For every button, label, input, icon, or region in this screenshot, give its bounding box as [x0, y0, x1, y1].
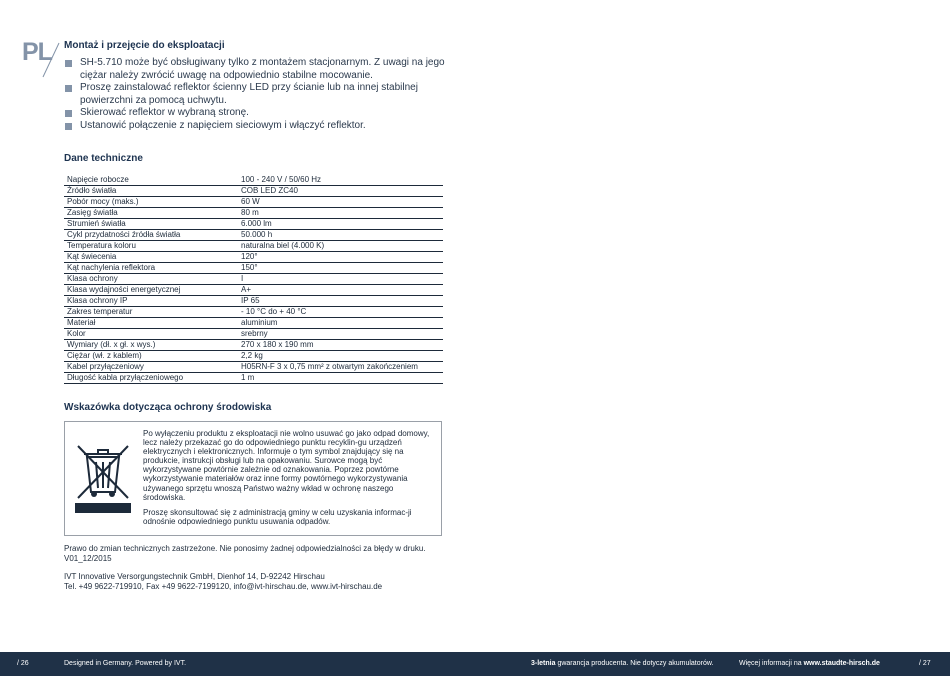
page-number-left: / 26 — [17, 660, 29, 667]
spec-label: Klasa ochrony — [64, 274, 238, 285]
spec-value: COB LED ZC40 — [238, 186, 443, 197]
spec-value: A+ — [238, 285, 443, 296]
table-row — [64, 307, 443, 318]
spec-label: Temperatura koloru — [64, 241, 238, 252]
spec-label: Wymiary (dł. x gł. x wys.) — [64, 340, 238, 351]
language-code: PL — [22, 38, 52, 66]
footer-website-link[interactable]: www.staudte-hirsch.de — [803, 660, 880, 667]
disclaimer: Prawo do zmian technicznych zastrzeżone. Nie ponosimy żadnej odpowiedzialności za błędy w druku. V01_12/2015 — [64, 544, 426, 563]
spec-value: 80 m — [238, 208, 443, 219]
table-row — [64, 351, 443, 362]
footnotes — [64, 544, 444, 600]
spec-label: Długość kabla przyłączeniowego — [64, 373, 238, 384]
table-row — [64, 296, 443, 307]
spec-value: I — [238, 274, 443, 285]
company-contact: Tel. +49 9622-719910, Fax +49 9622-7199120, info@ivt-hirschau.de, www.ivt-hirschau.de — [64, 582, 383, 591]
table-row — [64, 197, 443, 208]
spec-label: Ciężar (wł. z kablem) — [64, 351, 238, 362]
spec-label: Napięcie robocze — [64, 175, 238, 186]
spec-value: 100 - 240 V / 50/60 Hz — [238, 175, 443, 186]
table-row — [64, 263, 443, 274]
spec-label: Klasa wydajności energetycznej — [64, 285, 238, 296]
technical-data-heading: Dane techniczne — [64, 153, 143, 164]
bullet-square-icon — [65, 60, 72, 67]
spec-label: Materiał — [64, 318, 238, 329]
spec-value: naturalna biel (4.000 K) — [238, 241, 443, 252]
spec-value: H05RN-F 3 x 0,75 mm² z otwartym zakończeniem — [238, 362, 443, 373]
spec-value: - 10 °C do + 40 °C — [238, 307, 443, 318]
environment-heading: Wskazówka dotycząca ochrony środowiska — [64, 402, 272, 413]
installation-heading: Montaż i przejęcie do eksploatacji — [64, 40, 225, 51]
list-item: SH-5.710 może być obsługiwany tylko z montażem stacjonarnym. Z uwagi na jego ciężar należy zwrócić uwagę na odpowiednio stabilne mocowanie. — [64, 57, 454, 82]
spec-value: 1 m — [238, 373, 443, 384]
technical-data-table — [64, 175, 443, 384]
table-row — [64, 318, 443, 329]
bullet-square-icon — [65, 123, 72, 130]
spec-value: 150° — [238, 263, 443, 274]
spec-label: Kolor — [64, 329, 238, 340]
spec-label: Zasięg światła — [64, 208, 238, 219]
spec-value: 270 x 180 x 190 mm — [238, 340, 443, 351]
table-row — [64, 175, 443, 186]
spec-label: Kąt świecenia — [64, 252, 238, 263]
spec-label: Klasa ochrony IP — [64, 296, 238, 307]
bullet-square-icon — [65, 110, 72, 117]
installation-list — [64, 57, 454, 132]
table-row — [64, 329, 443, 340]
environment-box — [64, 421, 442, 536]
table-row — [64, 362, 443, 373]
environment-paragraph: Po wyłączeniu produktu z eksploatacji nie wolno usuwać go jako odpad domowy, lecz należy przekazać go do odpowiedniego punktu recyklin-gu urządzeń elektrycznych i elektronicznych. Informuje o tym symbol znajdujący się na produkcie, instrukcji obsługi lub na opakowaniu. Surowce mogą być wykorzystywane powtórnie zależnie od oznakowania. Poprzez powtórne wykorzystywanie materiałów oraz inne formy powtórnego wykorzystywania używanego sprzętu wnoszą Państwo ważny wkład w ochronę naszego środowiska. — [143, 429, 430, 502]
technical-data-section — [64, 153, 444, 384]
footer-bar — [0, 652, 950, 676]
company-address: IVT Innovative Versorgungstechnik GmbH, Dienhof 14, D-92242 Hirschau — [64, 572, 325, 581]
page-number-right: / 27 — [919, 660, 931, 667]
environment-text — [143, 429, 436, 532]
table-row — [64, 230, 443, 241]
spec-label: Kąt nachylenia reflektora — [64, 263, 238, 274]
spec-value: 120° — [238, 252, 443, 263]
table-row — [64, 208, 443, 219]
footer-warranty: 3-letnia gwarancja producenta. Nie dotyczy akumulatorów. — [531, 660, 714, 667]
environment-paragraph: Proszę skonsultować się z administracją gminy w celu uzyskania informac-ji odnośnie odpowiedniego punktu usuwania odpadów. — [143, 507, 412, 526]
spec-label: Strumień światła — [64, 219, 238, 230]
footer-info: Więcej informacji na www.staudte-hirsch.de — [739, 660, 880, 667]
bullet-square-icon — [65, 85, 72, 92]
spec-value: IP 65 — [238, 296, 443, 307]
spec-label: Kabel przyłączeniowy — [64, 362, 238, 373]
spec-value: 6.000 lm — [238, 219, 443, 230]
spec-value: 60 W — [238, 197, 443, 208]
spec-label: Pobór mocy (maks.) — [64, 197, 238, 208]
spec-label: Źródło światła — [64, 186, 238, 197]
spec-value: srebrny — [238, 329, 443, 340]
spec-label: Zakres temperatur — [64, 307, 238, 318]
spec-label: Cykl przydatności źródła światła — [64, 230, 238, 241]
table-row — [64, 340, 443, 351]
list-item: Proszę zainstalować reflektor ścienny LED przy ścianie lub na innej stabilnej powierzchni za pomocą uchwytu. — [64, 82, 454, 107]
spec-value: 2,2 kg — [238, 351, 443, 362]
table-row — [64, 241, 443, 252]
spec-value: 50.000 h — [238, 230, 443, 241]
table-row — [64, 252, 443, 263]
table-row — [64, 219, 443, 230]
list-item: Skierować reflektor w wybraną stronę. — [64, 107, 454, 120]
spec-value: aluminium — [238, 318, 443, 329]
crossed-out-wheelie-bin-icon — [74, 442, 134, 514]
environment-section — [64, 402, 445, 536]
table-row — [64, 285, 443, 296]
table-row — [64, 186, 443, 197]
table-row — [64, 373, 443, 384]
table-row — [64, 274, 443, 285]
language-slash-icon — [42, 42, 60, 78]
installation-section — [64, 40, 454, 132]
footer-designed: Designed in Germany. Powered by IVT. — [64, 660, 187, 667]
list-item: Ustanowić połączenie z napięciem sieciowym i włączyć reflektor. — [64, 120, 454, 133]
company-info — [64, 572, 444, 592]
